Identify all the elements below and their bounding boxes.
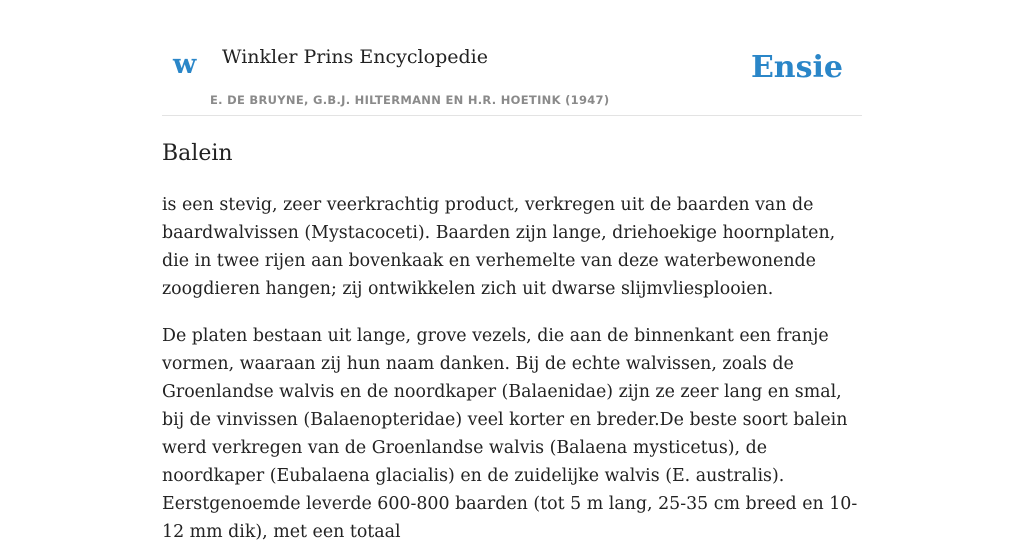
site-header (162, 0, 862, 116)
article-paragraph-2: De platen bestaan uit lange, grove vezels, die aan de binnenkant een franje vormen, waaraan zij hun naam danken. Bij de echte walvissen, zoals de Groenlandse walvis en de noordkaper (Balaenidae) zijn ze zeer lang en smal, bij de vinvissen (Balaenopteridae) veel korter en breder.De beste soort balein werd verkregen van de Groenlandse walvis (Balaena mysticetus), de noordkaper (Eubalaena glacialis) en de zuidelijke walvis (E. australis). Eerstgenoemde leverde 600-800 baarden (tot 5 m lang, 25-35 cm breed en 10-12 mm dik), met een totaal (162, 326, 858, 542)
source-title-link[interactable]: Winkler Prins Encyclopedie (222, 46, 488, 68)
article-title: Balein (162, 141, 233, 166)
brand-logo-link[interactable]: Ensie (750, 50, 843, 85)
source-logo-icon[interactable]: w (173, 49, 197, 80)
source-authors: E. DE BRUYNE, G.B.J. HILTERMANN EN H.R. HOETINK (1947) (210, 93, 610, 107)
article-paragraph-1: is een stevig, zeer veerkrachtig product, verkregen uit de baarden van de baardwalvissen (Mystacoceti). Baarden zijn lange, driehoekige hoornplaten, die in twee rijen aan bovenkaak en verhemelte van deze waterbewonende zoogdieren hangen; zij ontwikkelen zich uit dwarse slijmvliesplooien. (162, 195, 836, 299)
article-content (162, 138, 862, 546)
